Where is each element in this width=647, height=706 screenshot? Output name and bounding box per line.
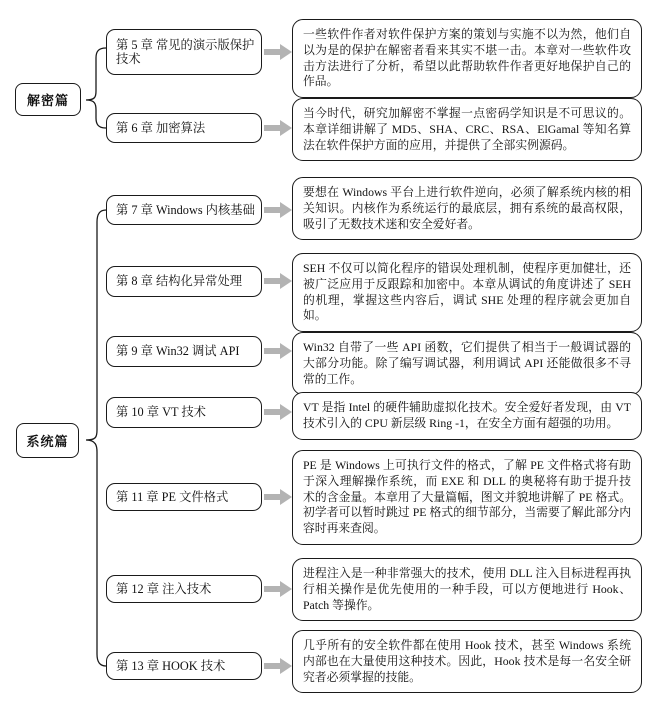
flow-arrow-icon xyxy=(264,202,292,218)
flow-arrow-icon xyxy=(264,343,292,359)
flow-arrow-icon xyxy=(264,404,292,420)
chapter-summary-9: Win32 自带了一些 API 函数，它们提供了相当于一般调试器的大部分功能。除了编写调试器，利用调试 API 还能做很多不寻常的工作。 xyxy=(292,332,642,395)
chapter-box-6 xyxy=(106,113,262,143)
chapter-box-11 xyxy=(106,483,262,511)
chapter-box-5 xyxy=(106,29,262,75)
flow-arrow-icon xyxy=(264,489,292,505)
chapter-summary-12: 进程注入是一种非常强大的技术，使用 DLL 注入目标进程再执行相关操作是优先使用的一种手段，可以方便地进行 Hook、Patch 等操作。 xyxy=(292,558,642,621)
section-label-decrypt xyxy=(15,83,81,116)
chapter-title: 第 13 章 HOOK 技术 xyxy=(116,658,226,673)
chapter-box-13 xyxy=(106,652,262,680)
chapter-title: 第 12 章 注入技术 xyxy=(116,581,212,596)
chapter-summary-7: 要想在 Windows 平台上进行软件逆向，必须了解系统内核的相关知识。内核作为系统运行的最底层，拥有系统的最高权限，吸引了无数技术迷和安全爱好者。 xyxy=(292,177,642,240)
chapter-summary-11: PE 是 Windows 上可执行文件的格式，了解 PE 文件格式将有助于深入理解操作系统，而 EXE 和 DLL 的奥秘将有助于提升技术的含金量。本章用了大量篇幅，图文并貌地讲解了 PE 格式。初学者可以暂时跳过 PE 格式的细节部分，当需要了解此部分内容时再来查阅。 xyxy=(292,450,642,545)
brace-system-icon xyxy=(86,210,106,666)
chapter-box-10 xyxy=(106,397,262,428)
chapter-summary-6: 当今时代，研究加解密不掌握一点密码学知识是不可思议的。本章详细讲解了 MD5、SHA、CRC、RSA、ElGamal 等知名算法在软件保护方面的应用，并提供了全部实例源码。 xyxy=(292,98,642,161)
flow-arrow-icon xyxy=(264,581,292,597)
chapter-title: 第 8 章 结构化异常处理 xyxy=(116,274,243,289)
chapter-summary-10: VT 是指 Intel 的硬件辅助虚拟化技术。安全爱好者发现，由 VT 技术引入的 CPU 新层级 Ring -1，在安全方面有超强的功用。 xyxy=(292,392,642,440)
chapter-summary-13: 几乎所有的安全软件都在使用 Hook 技术，甚至 Windows 系统内部也在大量使用这种技术。因此，Hook 技术是每一名安全研究者必须掌握的技能。 xyxy=(292,630,642,693)
flow-arrow-icon xyxy=(264,44,292,60)
chapter-title: 第 9 章 Win32 调试 API xyxy=(116,344,240,359)
chapter-box-9 xyxy=(106,336,262,367)
section-label-text: 系统篇 xyxy=(26,434,69,449)
flow-arrow-icon xyxy=(264,273,292,289)
flow-arrow-icon xyxy=(264,658,292,674)
section-label-text: 解密篇 xyxy=(26,93,69,108)
chapter-title: 第 6 章 加密算法 xyxy=(116,120,206,135)
brace-decrypt-icon xyxy=(86,48,106,128)
chapter-title: 第 7 章 Windows 内核基础 xyxy=(116,202,255,217)
chapter-summary-8: SEH 不仅可以简化程序的错误处理机制，使程序更加健壮，还被广泛应用于反跟踪和加密中。本章从调试的角度讲述了 SEH 的机理，掌握这些内容后，调试 SHE 处理的程序就会更加自如。 xyxy=(292,253,642,332)
section-label-system xyxy=(16,423,79,458)
chapter-title: 第 11 章 PE 文件格式 xyxy=(116,489,229,504)
chapter-box-7 xyxy=(106,195,262,225)
chapter-box-12 xyxy=(106,575,262,603)
chapter-title: 第 10 章 VT 技术 xyxy=(116,405,206,420)
chapter-title: 第 5 章 常见的演示版保护技术 xyxy=(116,37,255,66)
chapter-box-8 xyxy=(106,266,262,297)
flow-arrow-icon xyxy=(264,120,292,136)
chapter-summary-5: 一些软件作者对软件保护方案的策划与实施不以为然，他们自以为是的保护在解密者看来其实不堪一击。本章对一些软件攻击方法进行了分析，希望以此帮助软件作者更好地保护自己的作品。 xyxy=(292,19,642,98)
